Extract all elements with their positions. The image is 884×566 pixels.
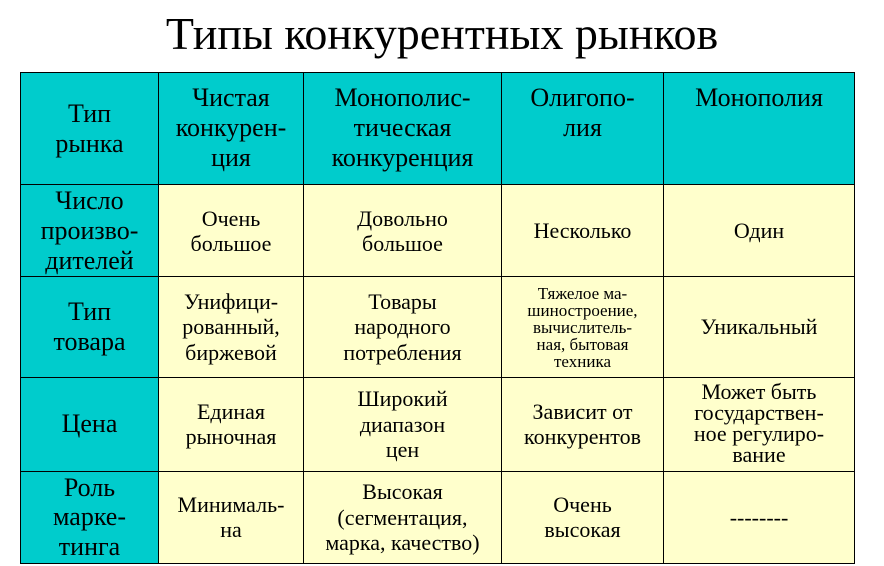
table-cell: -------- xyxy=(664,471,855,563)
header-cell-oligopoly: Олигопо- лия xyxy=(502,73,664,185)
table-cell: Очень высокая xyxy=(502,471,664,563)
table-cell: Довольно большое xyxy=(304,185,502,277)
table-row xyxy=(21,471,855,563)
table-cell: Несколько xyxy=(502,185,664,277)
table-cell: Очень большое xyxy=(159,185,304,277)
table-cell: Единая рыночная xyxy=(159,377,304,471)
table-cell: Товары народного потребления xyxy=(304,277,502,377)
table-row xyxy=(21,277,855,377)
table-cell: Один xyxy=(664,185,855,277)
table-header-row xyxy=(21,73,855,185)
row-label-marketing-role: Роль марке- тинга xyxy=(21,471,159,563)
table-cell: Зависит от конкурентов xyxy=(502,377,664,471)
market-types-table xyxy=(20,72,855,564)
table-row xyxy=(21,377,855,471)
table-cell: Может быть государствен- ное регулиро- вание xyxy=(664,377,855,471)
row-label-producers: Число произво- дителей xyxy=(21,185,159,277)
header-cell-pure-competition: Чистая конкурен- ция xyxy=(159,73,304,185)
table-cell: Тяжелое ма- шиностроение, вычислитель- ная, бытовая техника xyxy=(502,277,664,377)
header-cell-monopolistic-competition: Монополис- тическая конкуренция xyxy=(304,73,502,185)
header-cell-market-type: Тип рынка xyxy=(21,73,159,185)
table-cell: Минималь- на xyxy=(159,471,304,563)
table-cell: Широкий диапазон цен xyxy=(304,377,502,471)
table-row xyxy=(21,185,855,277)
table-cell: Уникальный xyxy=(664,277,855,377)
table-cell: Высокая (сегментация, марка, качество) xyxy=(304,471,502,563)
table-cell: Унифици- рованный, биржевой xyxy=(159,277,304,377)
row-label-product-type: Тип товара xyxy=(21,277,159,377)
header-cell-monopoly: Монополия xyxy=(664,73,855,185)
page-title: Типы конкурентных рынков xyxy=(165,8,719,59)
row-label-price: Цена xyxy=(21,377,159,471)
